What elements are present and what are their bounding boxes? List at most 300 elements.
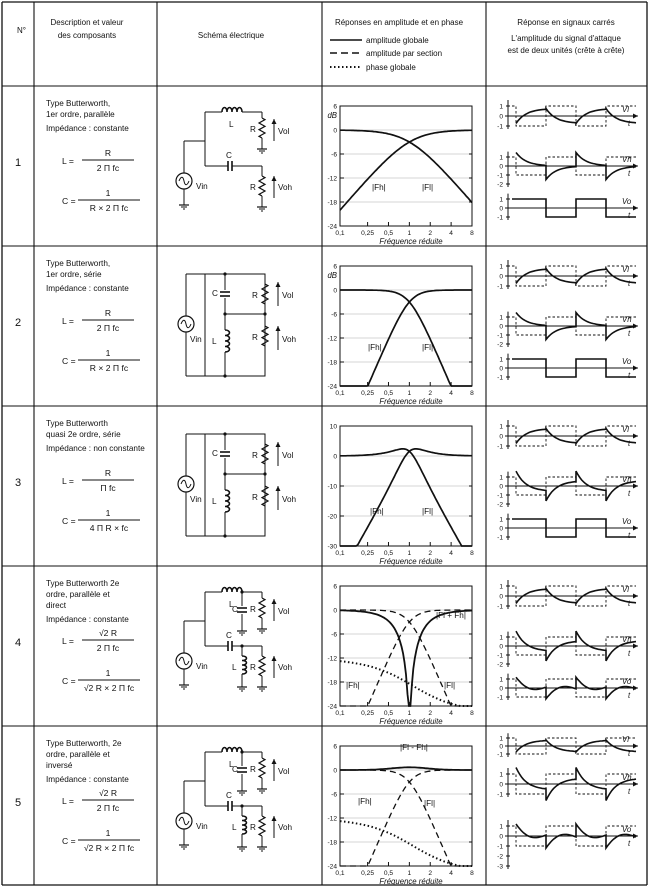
x-tick-label: 8 xyxy=(470,710,474,717)
vin-label: Vin xyxy=(196,662,208,671)
square-signal-label: Vh xyxy=(622,475,632,484)
y-tick-label: 0 xyxy=(333,607,337,615)
square-t-arrow xyxy=(633,782,638,787)
type-line: quasi 2e ordre, série xyxy=(46,430,121,439)
impedance: Impédance : constante xyxy=(46,124,129,133)
square-t-label: t xyxy=(628,169,631,178)
c-formula-numerator: 1 xyxy=(105,188,111,198)
inductor xyxy=(225,490,230,512)
impedance: Impédance : constante xyxy=(46,615,129,624)
c-formula-numerator: 1 xyxy=(105,668,111,678)
load-resistor-high xyxy=(259,176,265,196)
voh-arrow-head xyxy=(272,176,277,181)
load-resistor-high xyxy=(259,656,265,676)
square-tick-label: -1 xyxy=(497,694,503,702)
series-inductor xyxy=(222,108,242,113)
square-tick-label: -1 xyxy=(497,283,503,291)
square-tick-label: -1 xyxy=(497,534,503,542)
square-vo xyxy=(497,194,638,222)
node xyxy=(240,804,243,807)
capacitor-label: C xyxy=(226,631,232,640)
resistor-label: R xyxy=(250,823,256,832)
schematic xyxy=(176,588,293,692)
square-vh xyxy=(497,471,638,508)
load-resistor-low xyxy=(259,758,265,778)
square-tick-label: 1 xyxy=(499,356,503,364)
resistor-label: R xyxy=(250,605,256,614)
node xyxy=(223,534,226,537)
square-vh xyxy=(497,631,638,668)
c-formula-numerator: 1 xyxy=(105,828,111,838)
square-vl xyxy=(497,580,638,611)
square-t-label: t xyxy=(628,787,631,796)
header-number: N° xyxy=(17,26,26,35)
vol-arrow-head xyxy=(272,759,277,764)
voh-arrow-head xyxy=(272,656,277,661)
legend-global: amplitude globale xyxy=(366,36,429,45)
c-formula-lhs: C = xyxy=(62,196,76,206)
curve-label-fh: |Fh| xyxy=(346,681,360,690)
x-tick-label: 2 xyxy=(428,710,433,717)
x-tick-label: 0,1 xyxy=(335,390,345,397)
schematic xyxy=(178,272,297,377)
x-tick-label: 4 xyxy=(449,870,453,877)
y-tick-label: -24 xyxy=(327,863,337,871)
square-signal-label: Vh xyxy=(622,155,632,164)
voh-label: Voh xyxy=(282,495,297,504)
l-formula-lhs: L = xyxy=(62,156,74,166)
resistor-high xyxy=(262,486,268,506)
resistor-high xyxy=(262,326,268,346)
type-line: Type Butterworth 2e xyxy=(46,579,120,588)
x-tick-label: 1 xyxy=(407,710,412,717)
x-tick-label: 1 xyxy=(407,550,412,557)
y-tick-label: 6 xyxy=(333,583,337,591)
square-tick-label: 0 xyxy=(499,833,503,841)
capacitor-label: C xyxy=(232,765,238,774)
y-tick-label: -12 xyxy=(327,815,337,823)
square-vl xyxy=(497,260,638,291)
schematic xyxy=(178,432,297,537)
x-tick-label: 1 xyxy=(407,870,412,877)
l-formula-numerator: R xyxy=(104,148,112,158)
square-t-label: t xyxy=(628,279,631,288)
c-formula-denominator: R × 2 Π fc xyxy=(89,203,129,213)
square-tick-label: -2 xyxy=(497,661,503,669)
square-tick-label: 1 xyxy=(499,314,503,322)
x-tick-label: 1 xyxy=(407,390,412,397)
square-tick-label: 1 xyxy=(499,423,503,431)
square-tick-label: -1 xyxy=(497,123,503,131)
row-2 xyxy=(15,259,638,406)
square-signal-label: Vo xyxy=(622,197,632,206)
node xyxy=(240,644,243,647)
y-tick-label: -18 xyxy=(327,839,337,847)
row-4 xyxy=(15,579,638,726)
square-t-label: t xyxy=(628,371,631,380)
square-responses xyxy=(497,260,638,382)
inductor-label: L xyxy=(229,120,234,129)
x-axis-title: Fréquence réduite xyxy=(379,397,443,406)
vol-arrow-head xyxy=(272,119,277,124)
square-tick-label: 1 xyxy=(499,196,503,204)
type-line: ordre, parallèle et xyxy=(46,590,110,599)
chart-frame xyxy=(340,266,472,386)
amplitude-chart xyxy=(327,424,474,567)
vol-label: Vol xyxy=(278,767,290,776)
x-tick-label: 2 xyxy=(428,390,433,397)
c-formula-lhs: C = xyxy=(62,516,76,526)
y-tick-label: -6 xyxy=(331,631,337,639)
c-formula-numerator: 1 xyxy=(105,348,111,358)
curve-label-fh: |Fh| xyxy=(368,343,382,352)
y-tick-label: -18 xyxy=(327,359,337,367)
y-tick-label: -18 xyxy=(327,199,337,207)
x-tick-label: 0,5 xyxy=(383,710,394,717)
amplitude-chart xyxy=(327,104,474,247)
inductor xyxy=(225,330,230,352)
square-signal-label: Vl xyxy=(622,425,629,434)
curve-label-fh: |Fh| xyxy=(372,183,386,192)
schematic xyxy=(176,748,293,852)
x-tick-label: 1 xyxy=(407,230,412,237)
type-line: inversé xyxy=(46,761,73,770)
square-tick-label: 1 xyxy=(499,771,503,779)
y-tick-label: -24 xyxy=(327,383,337,391)
series-inductor xyxy=(222,588,242,593)
series-inductor xyxy=(222,748,242,753)
row-3 xyxy=(15,419,638,566)
capacitor-label: C xyxy=(232,605,238,614)
vin-label: Vin xyxy=(190,335,202,344)
type-line: 1er ordre, parallèle xyxy=(46,110,115,119)
square-tick-label: -1 xyxy=(497,791,503,799)
x-tick-label: 0,1 xyxy=(335,230,345,237)
square-signal-label: Vh xyxy=(622,315,632,324)
square-tick-label: 0 xyxy=(499,781,503,789)
square-tick-label: 0 xyxy=(499,113,503,121)
l-formula-denominator: 2 Π fc xyxy=(96,323,120,333)
square-t-label: t xyxy=(628,439,631,448)
square-vo xyxy=(497,674,638,702)
y-tick-label: 0 xyxy=(333,127,337,135)
vol-arrow-head xyxy=(276,442,281,447)
type-line: Type Butterworth xyxy=(46,419,108,428)
square-signal-label: Vo xyxy=(622,357,632,366)
x-tick-label: 0,25 xyxy=(361,710,375,717)
x-tick-label: 0,5 xyxy=(383,230,394,237)
chart-frame xyxy=(340,746,472,866)
c-formula-denominator: √2 R × 2 Π fc xyxy=(83,683,135,693)
x-tick-label: 0,25 xyxy=(361,390,375,397)
curve-label-fl: |Fl| xyxy=(444,681,456,690)
legend-section: amplitude par section xyxy=(366,49,443,58)
node xyxy=(223,272,226,275)
square-t-arrow xyxy=(633,366,638,371)
x-tick-label: 0,25 xyxy=(361,550,375,557)
l-formula-lhs: L = xyxy=(62,316,74,326)
capacitor-label: C xyxy=(226,151,232,160)
square-tick-label: 1 xyxy=(499,676,503,684)
square-tick-label: 1 xyxy=(499,474,503,482)
c-formula-denominator: R × 2 Π fc xyxy=(89,363,129,373)
x-tick-label: 4 xyxy=(449,550,453,557)
square-responses xyxy=(497,580,638,702)
voltage-source-wave xyxy=(179,817,189,825)
chart-frame xyxy=(340,106,472,226)
y-tick-label: -12 xyxy=(327,175,337,183)
resistor-low xyxy=(262,444,268,464)
y-tick-label: -24 xyxy=(327,703,337,711)
schematic xyxy=(176,108,293,212)
c-formula-lhs: C = xyxy=(62,676,76,686)
voh-label: Voh xyxy=(278,823,293,832)
y-tick-label: -18 xyxy=(327,679,337,687)
x-tick-label: 2 xyxy=(428,550,433,557)
header-square-sub2: est de deux unités (crête à crête) xyxy=(507,46,625,55)
curve-label-fl: |Fl| xyxy=(422,183,434,192)
l-formula-denominator: 2 Π fc xyxy=(96,163,120,173)
voltage-source-wave xyxy=(179,657,189,665)
square-t-label: t xyxy=(628,211,631,220)
curve-label-diff: |Fl - Fh| xyxy=(400,743,428,752)
x-tick-label: 2 xyxy=(428,230,433,237)
vol-label: Vol xyxy=(278,607,290,616)
x-tick-label: 8 xyxy=(470,390,474,397)
square-t-arrow xyxy=(633,594,638,599)
resistor-label: R xyxy=(252,493,258,502)
amplitude-chart xyxy=(327,743,474,886)
x-axis-title: Fréquence réduite xyxy=(379,877,443,886)
y-tick-label: 6 xyxy=(333,263,337,271)
y-tick-label: -6 xyxy=(331,311,337,319)
curve-label-fl: |Fl| xyxy=(422,507,434,516)
square-signal-label: Vh xyxy=(622,635,632,644)
resistor-label: R xyxy=(250,663,256,672)
square-t-label: t xyxy=(628,839,631,848)
x-tick-label: 8 xyxy=(470,870,474,877)
square-t-label: t xyxy=(628,649,631,658)
square-tick-label: -2 xyxy=(497,501,503,509)
header-responses: Réponses en amplitude et en phase xyxy=(334,18,464,27)
square-vl xyxy=(497,100,638,131)
vin-label: Vin xyxy=(196,182,208,191)
l-formula-lhs: L = xyxy=(62,636,74,646)
square-tick-label: 1 xyxy=(499,516,503,524)
x-axis-title: Fréquence réduite xyxy=(379,557,443,566)
square-t-arrow xyxy=(633,484,638,489)
table-header xyxy=(17,18,625,72)
resistor-label: R xyxy=(250,125,256,134)
square-signal-label: Vl xyxy=(622,735,629,744)
x-tick-label: 0,5 xyxy=(383,550,394,557)
curve-fl xyxy=(340,130,472,202)
square-signal-label: Vh xyxy=(622,773,632,782)
l-formula-numerator: R xyxy=(104,308,112,318)
y-tick-label: 0 xyxy=(333,287,337,295)
type-line: Type Butterworth, 2e xyxy=(46,739,122,748)
x-tick-label: 0,25 xyxy=(361,230,375,237)
voh-label: Voh xyxy=(278,663,293,672)
amplitude-chart xyxy=(327,584,474,727)
row-1 xyxy=(15,99,638,246)
square-vo xyxy=(497,820,638,871)
l-formula-denominator: 2 Π fc xyxy=(96,643,120,653)
vol-arrow-head xyxy=(272,599,277,604)
x-tick-label: 4 xyxy=(449,230,453,237)
y-tick-label: -10 xyxy=(327,483,337,491)
load-resistor-low xyxy=(259,598,265,618)
node xyxy=(263,312,266,315)
square-tick-label: 0 xyxy=(499,163,503,171)
impedance: Impédance : non constante xyxy=(46,444,145,453)
row-number: 5 xyxy=(15,797,22,809)
square-tick-label: 1 xyxy=(499,634,503,642)
x-tick-label: 8 xyxy=(470,230,474,237)
x-tick-label: 0,1 xyxy=(335,710,345,717)
square-tick-label: -1 xyxy=(497,374,503,382)
inductor-label: L xyxy=(232,823,237,832)
x-tick-label: 8 xyxy=(470,550,474,557)
square-tick-label: -1 xyxy=(497,751,503,759)
vin-label: Vin xyxy=(196,822,208,831)
square-tick-label: -1 xyxy=(497,443,503,451)
square-vh xyxy=(497,152,638,189)
square-tick-label: 0 xyxy=(499,323,503,331)
db-label: dB xyxy=(327,111,337,120)
type-line: Type Butterworth, xyxy=(46,99,111,108)
c-formula-lhs: C = xyxy=(62,356,76,366)
square-t-arrow xyxy=(633,526,638,531)
legend-phase: phase globale xyxy=(366,63,416,72)
x-tick-label: 0,5 xyxy=(383,390,394,397)
square-tick-label: 0 xyxy=(499,643,503,651)
node xyxy=(223,432,226,435)
square-t-label: t xyxy=(628,119,631,128)
voltage-source-wave xyxy=(181,320,191,328)
header-square: Réponse en signaux carrés xyxy=(517,18,615,27)
square-tick-label: 1 xyxy=(499,823,503,831)
voltage-source-wave xyxy=(179,177,189,185)
x-tick-label: 0,1 xyxy=(335,870,345,877)
y-tick-label: -12 xyxy=(327,655,337,663)
l-formula-numerator: R xyxy=(104,468,112,478)
square-t-arrow xyxy=(633,274,638,279)
vol-label: Vol xyxy=(278,127,290,136)
square-t-label: t xyxy=(628,531,631,540)
c-formula-lhs: C = xyxy=(62,836,76,846)
square-tick-label: -2 xyxy=(497,181,503,189)
capacitor-label: C xyxy=(226,791,232,800)
row-5 xyxy=(15,733,638,886)
shunt-inductor xyxy=(242,816,247,834)
y-tick-label: 0 xyxy=(333,767,337,775)
vin-label: Vin xyxy=(190,495,202,504)
square-tick-label: 0 xyxy=(499,685,503,693)
square-signal-label: Vo xyxy=(622,825,632,834)
square-vh xyxy=(497,768,638,801)
square-vo xyxy=(497,354,638,382)
inductor-label: L xyxy=(212,497,217,506)
square-responses xyxy=(497,100,638,222)
square-tick-label: -1 xyxy=(497,214,503,222)
resistor-label: R xyxy=(252,333,258,342)
row-number: 4 xyxy=(15,637,22,649)
square-t-label: t xyxy=(628,489,631,498)
l-formula-denominator: Π fc xyxy=(100,483,116,493)
impedance: Impédance : constante xyxy=(46,284,129,293)
square-tick-label: -1 xyxy=(497,332,503,340)
inductor-label: L xyxy=(229,600,234,609)
x-tick-label: 2 xyxy=(428,870,433,877)
square-tick-label: -1 xyxy=(497,492,503,500)
curve-fl xyxy=(340,449,472,546)
resistor-label: R xyxy=(252,291,258,300)
row-number: 3 xyxy=(15,477,22,489)
l-formula-numerator: √2 R xyxy=(98,788,118,798)
node xyxy=(263,472,266,475)
x-axis-title: Fréquence réduite xyxy=(379,237,443,246)
square-t-arrow xyxy=(633,206,638,211)
voh-label: Voh xyxy=(278,183,293,192)
square-t-arrow xyxy=(633,744,638,749)
vol-label: Vol xyxy=(282,291,294,300)
y-tick-label: -6 xyxy=(331,791,337,799)
square-tick-label: 0 xyxy=(499,525,503,533)
square-tick-label: 1 xyxy=(499,103,503,111)
square-signal-label: Vl xyxy=(622,585,629,594)
square-vl xyxy=(497,733,638,758)
row-number: 1 xyxy=(15,157,22,169)
inductor-label: L xyxy=(229,760,234,769)
square-vh xyxy=(497,312,638,349)
table-rows xyxy=(15,99,638,886)
resistor-label: R xyxy=(250,183,256,192)
x-tick-label: 0,25 xyxy=(361,870,375,877)
square-tick-label: 0 xyxy=(499,273,503,281)
c-formula-numerator: 1 xyxy=(105,508,111,518)
square-tick-label: 0 xyxy=(499,743,503,751)
square-tick-label: -1 xyxy=(497,843,503,851)
capacitor-label: C xyxy=(212,449,218,458)
square-tick-label: -1 xyxy=(497,172,503,180)
type-line: ordre, parallèle et xyxy=(46,750,110,759)
square-t-arrow xyxy=(633,644,638,649)
header-schema: Schéma électrique xyxy=(197,31,265,40)
x-axis-title: Fréquence réduite xyxy=(379,717,443,726)
voh-arrow-head xyxy=(276,486,281,491)
curve-label-fh: |Fh| xyxy=(358,797,372,806)
legend xyxy=(330,36,442,72)
square-tick-label: 0 xyxy=(499,365,503,373)
square-tick-label: 1 xyxy=(499,154,503,162)
c-formula-denominator: √2 R × 2 Π fc xyxy=(83,843,135,853)
row-number: 2 xyxy=(15,317,22,329)
square-t-label: t xyxy=(628,599,631,608)
curve-fh xyxy=(340,449,472,546)
load-resistor-low xyxy=(259,118,265,138)
voh-arrow-head xyxy=(272,816,277,821)
x-tick-label: 0,1 xyxy=(335,550,345,557)
voh-label: Voh xyxy=(282,335,297,344)
node xyxy=(240,750,243,753)
header-description-2: des composants xyxy=(57,31,117,40)
square-tick-label: -3 xyxy=(497,863,503,871)
y-tick-label: -30 xyxy=(327,543,337,551)
curve-label-fl: |Fl| xyxy=(424,799,436,808)
x-tick-label: 4 xyxy=(449,390,453,397)
amplitude-chart xyxy=(327,264,474,407)
